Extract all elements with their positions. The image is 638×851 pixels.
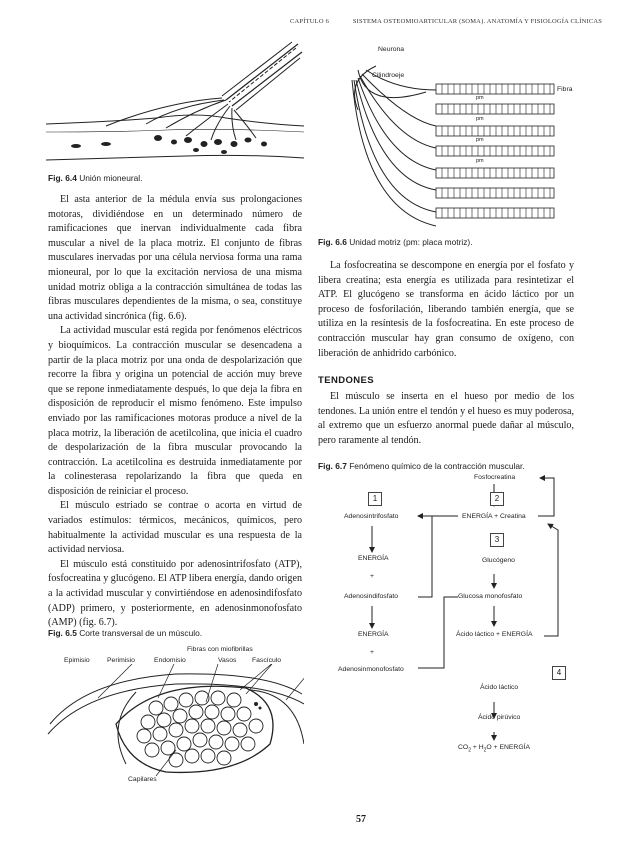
fig67-energia-2: ENERGÍA: [358, 631, 389, 638]
fig67-acido-lactico-energia: Ácido láctico + ENERGÍA: [456, 631, 533, 638]
fig67-adp: Adenosindifosfato: [344, 593, 399, 600]
fig67-glucogeno: Glucógeno: [482, 557, 515, 564]
fig66-pm-label-2: pm: [476, 116, 484, 122]
fig67-plus-2: +: [370, 649, 374, 656]
fig65-label-endomisio: Endomisio: [154, 657, 186, 664]
fig65-label: Fig. 6.5: [48, 628, 77, 638]
fig66-pm-label-1: pm: [476, 95, 484, 101]
fig67-glucosa: Glucosa monofosfato: [458, 593, 523, 600]
fig67-step-3: 3: [490, 533, 504, 547]
fig66-illustration: [336, 40, 556, 230]
fig65-label-epimisio: Epimisio: [64, 657, 90, 664]
fig66-caption-text: Unidad motriz (pm: placa motriz).: [349, 237, 473, 247]
fig67-step-2: 2: [490, 492, 504, 506]
fig67-final-products: [458, 744, 530, 753]
fig66-label-neurona: Neurona: [378, 46, 405, 53]
fig64-caption-text: Unión mioneural.: [79, 173, 143, 183]
fig67-caption-text: Fenómeno químico de la contracción muscular.: [349, 461, 525, 471]
fig67-label: Fig. 6.7: [318, 461, 347, 471]
fig67-amp: Adenosinmonofosfato: [338, 666, 404, 673]
left-column-text: [48, 193, 302, 631]
fig67-sub-2b: 2: [483, 747, 487, 754]
fig66-caption: [318, 237, 473, 247]
fig67-energia-1: ENERGÍA: [358, 555, 389, 562]
fig67-energia-creatina: ENERGÍA + Creatina: [462, 513, 526, 520]
fig65-label-fasciculo: Fascículo: [252, 657, 282, 664]
fig65-label-fibras: Fibras con miofibrillas: [187, 646, 253, 653]
right-paragraph-1: La fosfocreatina se descompone en energía por el fosfato y libera creatina; esta energía es utilizada para resintetizar el ATP. El glucógeno se transforma en ácido láctico por un proceso de fosforilación, liberando también energía, que se utiliza en la resíntesis de la fosfocreatina. En este proceso de contracción muscular hay gran consumo de oxígeno, con liberación de anhidrido carbónico.: [318, 260, 574, 359]
fig67-arrows: [318, 470, 578, 810]
page-number: 57: [356, 814, 366, 825]
fig65-label-vasos: Vasos: [218, 657, 237, 664]
left-paragraph-1: El asta anterior de la médula envía sus prolongaciones motoras, dividiéndose en un determinado número de ramificaciones que inervan individualmente cada fibra muscular a nivel de la placa motriz. El conjunto de fibras musculares inervadas por una célula nerviosa forma una rama mioneural, por lo que la excitación nerviosa de una misma unidad motriz obliga a la contracción simultánea de todas las fibras musculares dependientes de la misma, o sea, constituye una actividad sincrónica (fig. 6.6).: [48, 194, 302, 322]
fig67-acido-piruvico: Ácido pirúvico: [478, 714, 521, 721]
fig67-o-energia: O + ENERGÍA: [486, 744, 531, 751]
left-paragraph-3: El músculo estriado se contrae o acorta en virtud de variados estímulos: térmicos, mecánicos, químicos, pero habitualmente la actividad muscular es una respuesta de la actividad nerviosa.: [48, 500, 302, 556]
fig67-co: CO: [458, 744, 469, 751]
chapter-label: CAPÍTULO 6: [290, 18, 330, 25]
fig67-step-4: 4: [552, 666, 566, 680]
fig66-label-fibra: Fibra: [557, 86, 573, 93]
fig66-label: Fig. 6.6: [318, 237, 347, 247]
left-paragraph-2: La actividad muscular está regida por fenómenos eléctricos y bioquímicos. La contracción muscular se desencadena a partir de la placa motriz por una onda de despolarización que recorre la fibra y origina un potencial de acción muy breve que se repone inmediatamente después, lo que deja la fibra en disposición de reproducir el mismo fenómeno. Este impulso enviado por las ramificaciones motoras produce a nivel de la placa motriz, la liberación de acetilcolina, que inicia el cuadro de despolarización de la fibra muscular provocando la contracción. La acetilcolina es destruida inmediatamente por la colinesterasa repolarizando la fibra que queda en disposición de reiniciar el proceso.: [48, 325, 302, 497]
fig65-illustration: [46, 664, 304, 784]
fig67-fosfocreatina: Fosfocreatina: [474, 474, 516, 481]
fig66-pm-label-3: pm: [476, 137, 484, 143]
tendones-paragraph: El músculo se inserta en el hueso por medio de los tendones. La unión entre el tendón y el hueso es muy poderosa, al extremo que un esfuerzo anormal puede dañar al músculo, pero raramente al tendón.: [318, 391, 574, 446]
fig64-label: Fig. 6.4: [48, 173, 77, 183]
tendones-heading: TENDONES: [318, 375, 374, 386]
fig64-caption: [48, 173, 143, 183]
running-header: [290, 18, 624, 25]
chapter-title: SISTEMA OSTEOMIOARTICULAR (SOMA). ANATOMÍA Y FISIOLOGÍA CLÍNICAS: [352, 18, 603, 25]
fig67-step-1: 1: [368, 492, 382, 506]
fig67-plus-h: + H: [470, 744, 484, 751]
fig67-atp: Adenosintrifosfato: [344, 513, 399, 520]
fig65-label-capilares: Capilares: [128, 776, 157, 783]
fig66-pm-label-4: pm: [476, 158, 484, 164]
fig64-illustration: [46, 40, 304, 170]
fig66-label-cilindroeje: Cilindroeje: [372, 72, 405, 79]
tendones-text: [318, 390, 574, 448]
fig67-acido-lactico: Ácido láctico: [480, 684, 519, 691]
left-paragraph-4: El músculo está constituido por adenosintrifosfato (ATP), fosfocreatina y glucógeno. El ATP libera energía, dando origen a la actividad muscular y convirtiéndose en adenosindifosfato (ADP) primero, y posteriormente, en adenosinmonofosfato (AMP) (fig. 6.7).: [48, 558, 302, 629]
fig65-label-perimisio: Perimisio: [107, 657, 135, 664]
fig65-caption: [48, 628, 202, 638]
right-column-text: [318, 259, 574, 361]
fig65-caption-text: Corte transversal de un músculo.: [79, 628, 203, 638]
fig67-plus-1: +: [370, 573, 374, 580]
fig67-sub-2a: 2: [468, 747, 471, 754]
